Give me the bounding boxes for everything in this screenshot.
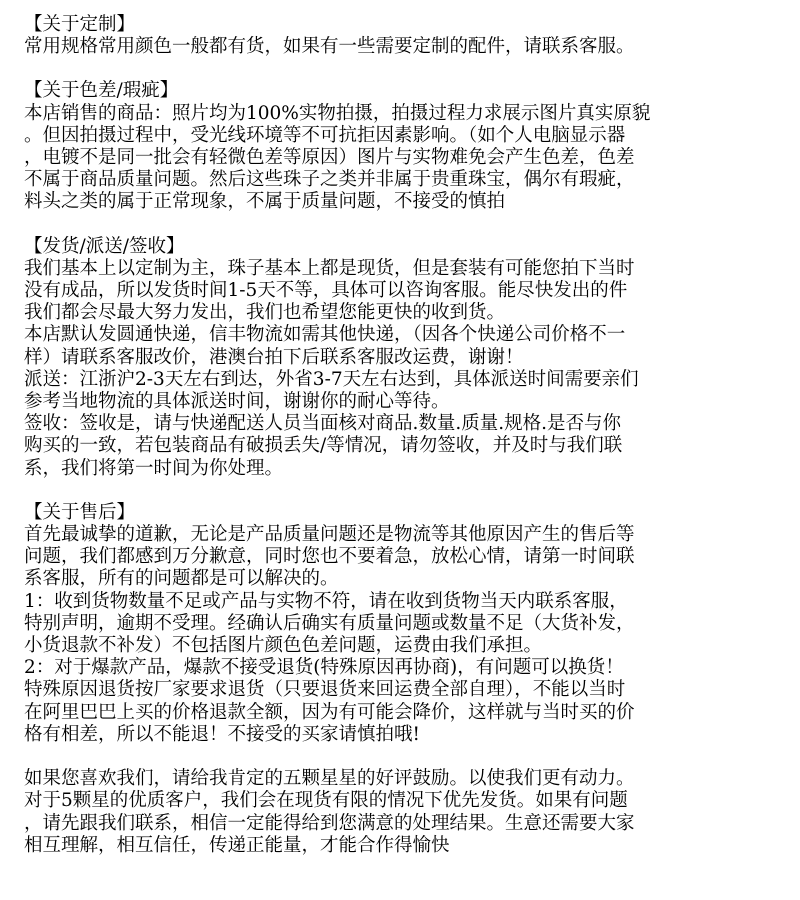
paragraph-line: 料头之类的属于正常现象，不属于质量问题，不接受的慎拍 bbox=[24, 191, 506, 213]
paragraph-line: 特别声明，逾期不受理。经确认后确实有质量问题或数量不足（大货补发， bbox=[24, 612, 635, 634]
paragraph-line: 没有成品，所以发货时间1-5天不等，具体可以咨询客服。能尽快发出的件 bbox=[24, 280, 628, 302]
paragraph-line: 不属于商品质量问题。然后这些珠子之类并非属于贵重珠宝，偶尔有瑕疵， bbox=[24, 169, 635, 191]
section-heading: 【发货/派送/签收】 bbox=[24, 235, 185, 257]
paragraph-line: 小货退款不补发）不包括图片颜色色差问题，运费由我们承担。 bbox=[24, 635, 543, 657]
paragraph-line: 问题，我们都感到万分歉意，同时您也不要着急，放松心情，请第一时间联 bbox=[24, 546, 635, 568]
paragraph-line: 格有相差，所以不能退！不接受的买家请慎拍哦! bbox=[24, 723, 420, 745]
paragraph-line: 如果您喜欢我们，请给我肯定的五颗星星的好评鼓励。以使我们更有动力。 bbox=[24, 768, 635, 790]
paragraph-line: 系，我们将第一时间为你处理。 bbox=[24, 457, 284, 479]
paragraph-line: 派送：江浙沪2-3天左右到达，外省3-7天左右达到，具体派送时间需要亲们 bbox=[24, 368, 639, 390]
paragraph-line: 对于5颗星的优质客户，我们会在现货有限的情况下优先发货。如果有问题 bbox=[24, 790, 628, 812]
paragraph-line: 特殊原因退货按厂家要求退货（只要退货来回运费全部自理），不能以当时 bbox=[24, 679, 626, 701]
paragraph-line: 2：对于爆款产品，爆款不接受退货(特殊原因再协商)，有问题可以换货！ bbox=[24, 657, 624, 679]
paragraph-line: 1：收到货物数量不足或产品与实物不符，请在收到货物当天内联系客服， bbox=[24, 590, 628, 612]
section-heading: 【关于定制】 bbox=[24, 14, 136, 35]
paragraph-line: 首先最诚挚的道歉，无论是产品质量问题还是物流等其他原因产生的售后等 bbox=[24, 524, 635, 546]
section-shipping bbox=[24, 236, 764, 480]
paragraph-line: 签收：签收是，请与快递配送人员当面核对商品.数量.质量.规格.是否与你 bbox=[24, 413, 622, 435]
paragraph-line: 在阿里巴巴上买的价格退款全额，因为有可能会降价，这样就与当时买的价 bbox=[24, 701, 635, 723]
store-policy-document bbox=[24, 14, 764, 857]
section-closing-message bbox=[24, 768, 764, 857]
paragraph-line: 本店默认发圆通快递，信丰物流如需其他快递，（因各个快递公司价格不一 bbox=[24, 324, 626, 346]
paragraph-line: 常用规格常用颜色一般都有货，如果有一些需要定制的配件，请联系客服。 bbox=[24, 36, 635, 58]
section-customization bbox=[24, 14, 764, 58]
paragraph-line: 本店销售的商品：照片均为100%实物拍摄，拍摄过程力求展示图片真实原貌 bbox=[24, 102, 651, 124]
paragraph-line: 参考当地物流的具体派送时间，谢谢你的耐心等待。 bbox=[24, 391, 450, 413]
paragraph-line: 系客服，所有的问题都是可以解决的。 bbox=[24, 568, 339, 590]
paragraph-line: ，电镀不是同一批会有轻微色差等原因）图片与实物难免会产生色差，色差 bbox=[24, 147, 635, 169]
section-after-sales bbox=[24, 502, 764, 746]
section-heading: 【关于色差/瑕疵】 bbox=[24, 80, 179, 102]
paragraph-line: 样）请联系客服改价，港澳台拍下后联系客服改运费，谢谢！ bbox=[24, 346, 524, 368]
paragraph-line: 我们都会尽最大努力发出，我们也希望您能更快的收到货。 bbox=[24, 302, 506, 324]
section-color-difference bbox=[24, 80, 764, 213]
paragraph-line: 。但因拍摄过程中，受光线环境等不可抗拒因素影响。（如个人电脑显示器 bbox=[24, 124, 626, 146]
paragraph-line: ，请先跟我们联系，相信一定能得给到您满意的处理结果。生意还需要大家 bbox=[24, 812, 635, 834]
paragraph-line: 我们基本上以定制为主，珠子基本上都是现货，但是套装有可能您拍下当时 bbox=[24, 257, 635, 279]
paragraph-line: 相互理解，相互信任，传递正能量，才能合作得愉快 bbox=[24, 834, 450, 856]
section-heading: 【关于售后】 bbox=[24, 501, 136, 523]
paragraph-line: 购买的一致，若包装商品有破损丢失/等情况，请勿签收，并及时与我们联 bbox=[24, 435, 623, 457]
